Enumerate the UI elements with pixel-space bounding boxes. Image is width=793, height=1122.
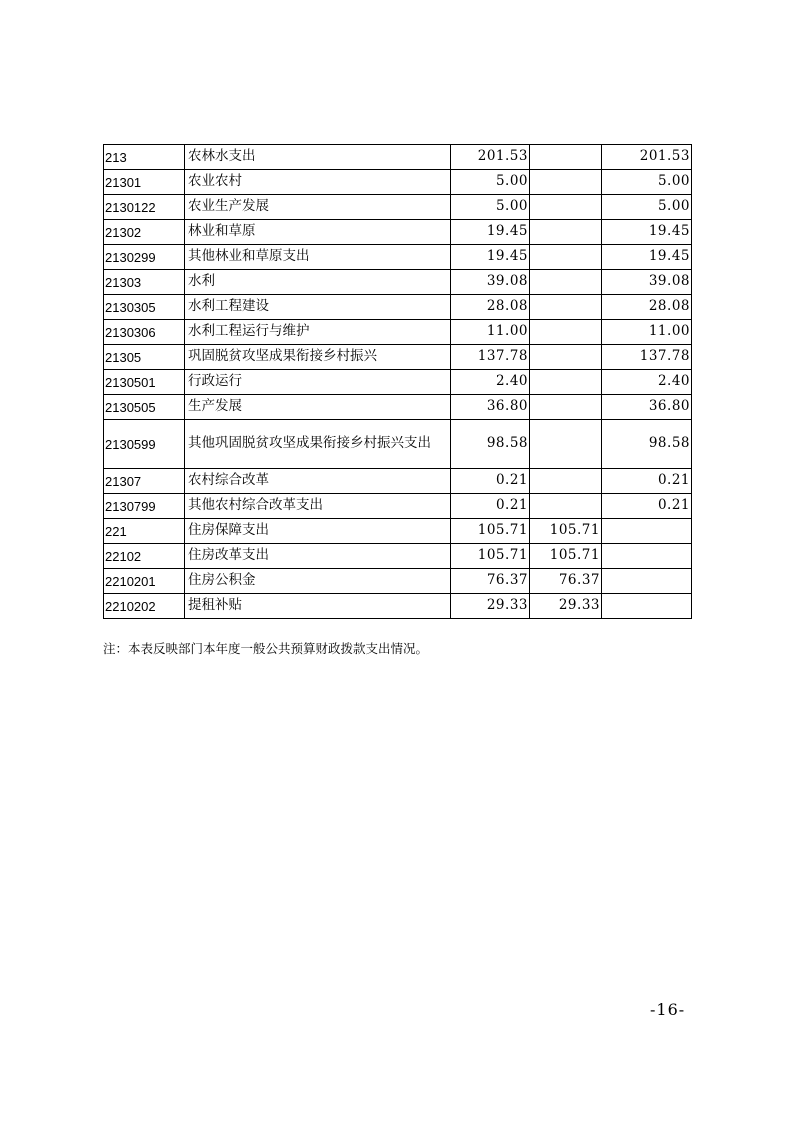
cell-project [602,569,692,594]
cell-project: 98.58 [602,420,692,469]
cell-project: 19.45 [602,245,692,270]
cell-name: 水利工程运行与维护 [185,320,451,345]
cell-code: 2210201 [104,569,185,594]
cell-name: 农林水支出 [185,145,451,170]
cell-total: 2.40 [451,370,530,395]
cell-total: 11.00 [451,320,530,345]
cell-basic: 105.71 [530,519,602,544]
cell-name: 农业农村 [185,170,451,195]
cell-total: 29.33 [451,594,530,619]
budget-expenditure-table [103,144,692,619]
cell-code: 21307 [104,469,185,494]
table-row [104,295,692,320]
cell-name: 其他农村综合改革支出 [185,494,451,519]
cell-name: 水利工程建设 [185,295,451,320]
cell-name: 林业和草原 [185,220,451,245]
table-row [104,345,692,370]
cell-total: 0.21 [451,469,530,494]
cell-basic [530,320,602,345]
cell-code: 2130599 [104,420,185,469]
cell-code: 2130299 [104,245,185,270]
cell-total: 5.00 [451,195,530,220]
table-row [104,245,692,270]
table-row [104,145,692,170]
cell-basic [530,295,602,320]
cell-name: 农村综合改革 [185,469,451,494]
cell-name: 巩固脱贫攻坚成果衔接乡村振兴 [185,345,451,370]
table-row [104,569,692,594]
cell-total: 19.45 [451,245,530,270]
cell-code: 2130305 [104,295,185,320]
cell-name: 生产发展 [185,395,451,420]
cell-code: 21303 [104,270,185,295]
cell-project [602,594,692,619]
cell-project: 0.21 [602,494,692,519]
cell-basic: 29.33 [530,594,602,619]
cell-total: 201.53 [451,145,530,170]
cell-project: 137.78 [602,345,692,370]
table-row [104,220,692,245]
cell-name: 住房公积金 [185,569,451,594]
cell-project: 0.21 [602,469,692,494]
cell-name: 住房改革支出 [185,544,451,569]
cell-total: 5.00 [451,170,530,195]
cell-basic [530,469,602,494]
table-row [104,270,692,295]
cell-project [602,519,692,544]
cell-basic [530,170,602,195]
table-row [104,395,692,420]
cell-basic [530,245,602,270]
cell-project: 28.08 [602,295,692,320]
cell-code: 2130505 [104,395,185,420]
cell-name: 行政运行 [185,370,451,395]
cell-total: 105.71 [451,519,530,544]
cell-project: 19.45 [602,220,692,245]
table-row [104,469,692,494]
cell-total: 105.71 [451,544,530,569]
cell-basic [530,420,602,469]
cell-total: 137.78 [451,345,530,370]
cell-code: 2130122 [104,195,185,220]
table-row [104,370,692,395]
cell-code: 21302 [104,220,185,245]
cell-code: 21305 [104,345,185,370]
cell-total: 39.08 [451,270,530,295]
table-row [104,170,692,195]
cell-name: 水利 [185,270,451,295]
cell-basic [530,195,602,220]
cell-code: 2210202 [104,594,185,619]
cell-name: 农业生产发展 [185,195,451,220]
cell-code: 2130501 [104,370,185,395]
cell-basic [530,494,602,519]
table-row [104,594,692,619]
cell-project: 36.80 [602,395,692,420]
table-row [104,420,692,469]
cell-basic [530,145,602,170]
page-number: -16- [650,1000,686,1019]
table-note: 注：本表反映部门本年度一般公共预算财政拨款支出情况。 [103,641,429,656]
table-row [104,320,692,345]
cell-basic [530,220,602,245]
cell-project: 5.00 [602,170,692,195]
cell-project [602,544,692,569]
table-row [104,195,692,220]
cell-total: 28.08 [451,295,530,320]
cell-code: 22102 [104,544,185,569]
cell-total: 19.45 [451,220,530,245]
cell-code: 221 [104,519,185,544]
cell-basic [530,395,602,420]
table-row [104,494,692,519]
cell-project: 2.40 [602,370,692,395]
cell-code: 2130306 [104,320,185,345]
cell-code: 213 [104,145,185,170]
cell-basic [530,345,602,370]
cell-project: 201.53 [602,145,692,170]
cell-name: 住房保障支出 [185,519,451,544]
table-row [104,544,692,569]
cell-basic [530,370,602,395]
cell-basic: 105.71 [530,544,602,569]
cell-name: 其他林业和草原支出 [185,245,451,270]
cell-code: 21301 [104,170,185,195]
cell-project: 11.00 [602,320,692,345]
cell-total: 36.80 [451,395,530,420]
cell-name: 其他巩固脱贫攻坚成果衔接乡村振兴支出 [185,420,451,469]
cell-basic [530,270,602,295]
cell-total: 0.21 [451,494,530,519]
cell-total: 98.58 [451,420,530,469]
cell-code: 2130799 [104,494,185,519]
cell-name: 提租补贴 [185,594,451,619]
cell-basic: 76.37 [530,569,602,594]
cell-project: 5.00 [602,195,692,220]
table-row [104,519,692,544]
cell-total: 76.37 [451,569,530,594]
cell-project: 39.08 [602,270,692,295]
